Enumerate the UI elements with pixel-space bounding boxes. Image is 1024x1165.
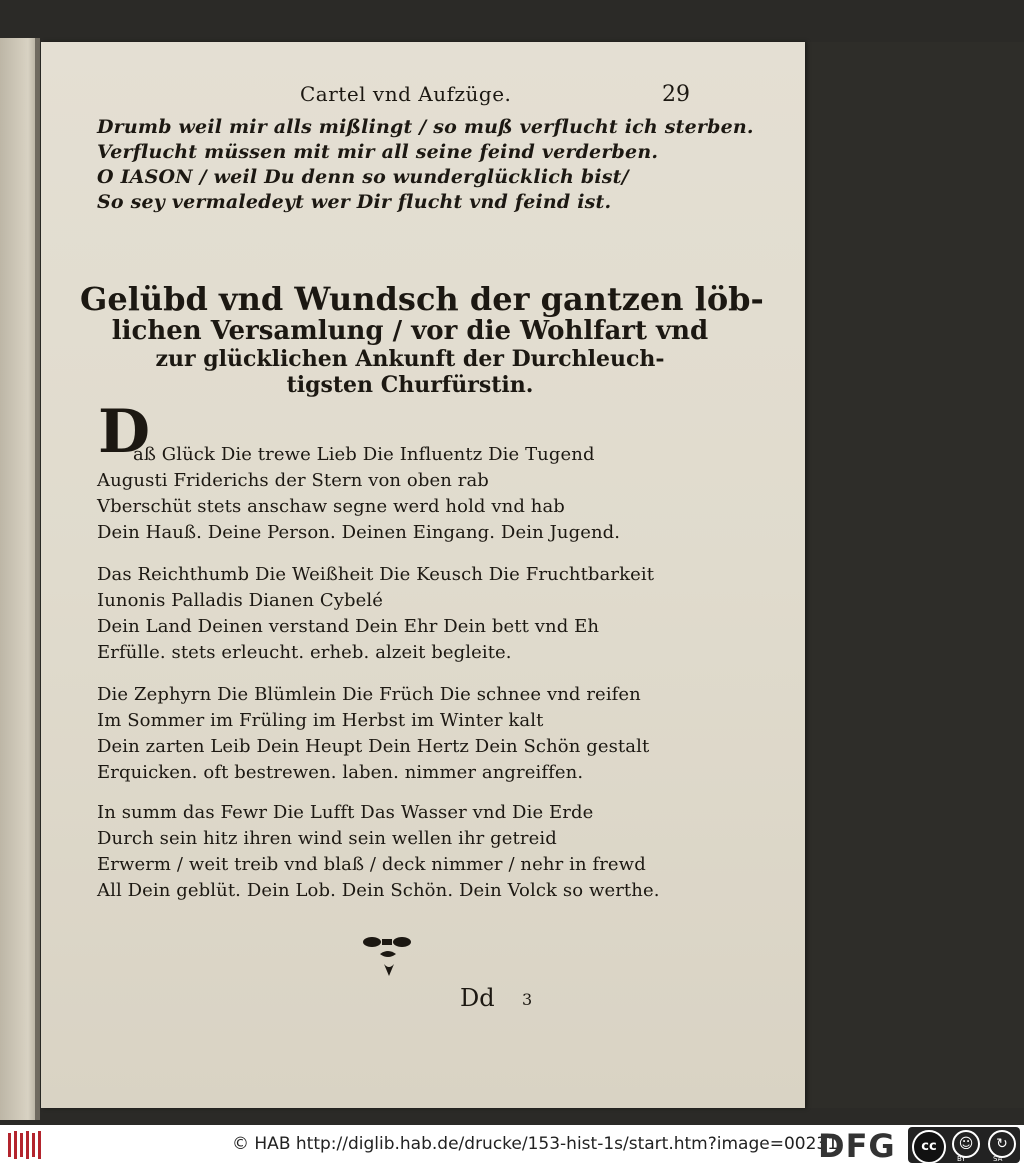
poem-line: Durch sein hitz ihren wind sein wellen ihr getreid — [97, 828, 557, 849]
poem-line: Augusti Friderichs der Stern von oben rab — [97, 470, 489, 491]
printer-ornament-icon — [350, 932, 430, 982]
copyright-link[interactable]: © HAB http://diglib.hab.de/drucke/153-hist-1s/start.htm?image=00231 — [232, 1134, 839, 1154]
poem-line: Vberschüt stets anschaw segne werd hold vnd hab — [97, 496, 565, 517]
poem-line: Die Zephyrn Die Blümlein Die Früch Die schnee vnd reifen — [97, 684, 641, 705]
poem-line: aß Glück Die trewe Lieb Die Influentz Die Tugend — [133, 444, 595, 465]
poem-line: Erwerm / weit treib vnd blaß / deck nimmer / nehr in frewd — [97, 854, 646, 875]
poem-line: Dein zarten Leib Dein Heupt Dein Hertz Dein Schön gestalt — [97, 736, 650, 757]
poem-line: Iunonis Palladis Dianen Cybelé — [97, 590, 383, 611]
drop-cap: D — [97, 397, 151, 467]
verse-line: O IASON / weil Du denn so wunderglücklich bist/ — [97, 166, 629, 188]
section-title-line: Gelübd vnd Wundsch der gantzen löb- — [80, 280, 764, 318]
verse-line: So sey vermaledeyt wer Dir flucht vnd feind ist. — [97, 191, 612, 213]
dfg-logo[interactable]: DFG — [818, 1127, 896, 1165]
adjacent-page-edge — [0, 38, 40, 1120]
section-title-line: tigsten Churfürstin. — [286, 372, 534, 398]
poem-line: Erquicken. oft bestrewen. laben. nimmer angreiffen. — [97, 762, 584, 783]
running-head: Cartel vnd Aufzüge. — [300, 82, 512, 106]
scan-background — [805, 42, 1024, 1108]
poem-line: Das Reichthumb Die Weißheit Die Keusch Die Fruchtbarkeit — [97, 564, 655, 585]
poem-line: Dein Hauß. Deine Person. Deinen Eingang. Dein Jugend. — [97, 522, 621, 543]
poem-line: Dein Land Deinen verstand Dein Ehr Dein bett vnd Eh — [97, 616, 600, 637]
page-number: 29 — [662, 82, 690, 107]
creative-commons-badge[interactable] — [908, 1127, 1020, 1163]
signature-number: 3 — [522, 990, 533, 1009]
signature-mark: Dd — [460, 984, 495, 1012]
verse-line: Drumb weil mir alls mißlingt / so muß verflucht ich sterben. — [97, 116, 754, 138]
section-title-line: zur glücklichen Ankunft der Durchleuch- — [155, 346, 665, 372]
poem-line: All Dein geblüt. Dein Lob. Dein Schön. Dein Volck so werthe. — [97, 880, 660, 901]
cc-by-label: BY — [957, 1155, 966, 1163]
section-title-line: lichen Versamlung / vor die Wohlfart vnd — [111, 316, 709, 346]
cc-sa-label: SA — [993, 1155, 1003, 1163]
hab-logo-icon[interactable] — [6, 1129, 46, 1161]
viewer-footer — [0, 1125, 1024, 1165]
share-alike-icon: ↻ — [988, 1130, 1016, 1158]
attribution-icon: ☺ — [952, 1130, 980, 1158]
cc-icon: cc — [912, 1130, 946, 1164]
poem-line: Im Sommer im Früling im Herbst im Winter kalt — [97, 710, 544, 731]
verse-line: Verflucht müssen mit mir all seine feind verderben. — [97, 141, 659, 163]
binding-gutter — [35, 38, 40, 1120]
poem-line: In summ das Fewr Die Lufft Das Wasser vnd Die Erde — [97, 802, 594, 823]
poem-line: Erfülle. stets erleucht. erheb. alzeit begleite. — [97, 642, 512, 663]
